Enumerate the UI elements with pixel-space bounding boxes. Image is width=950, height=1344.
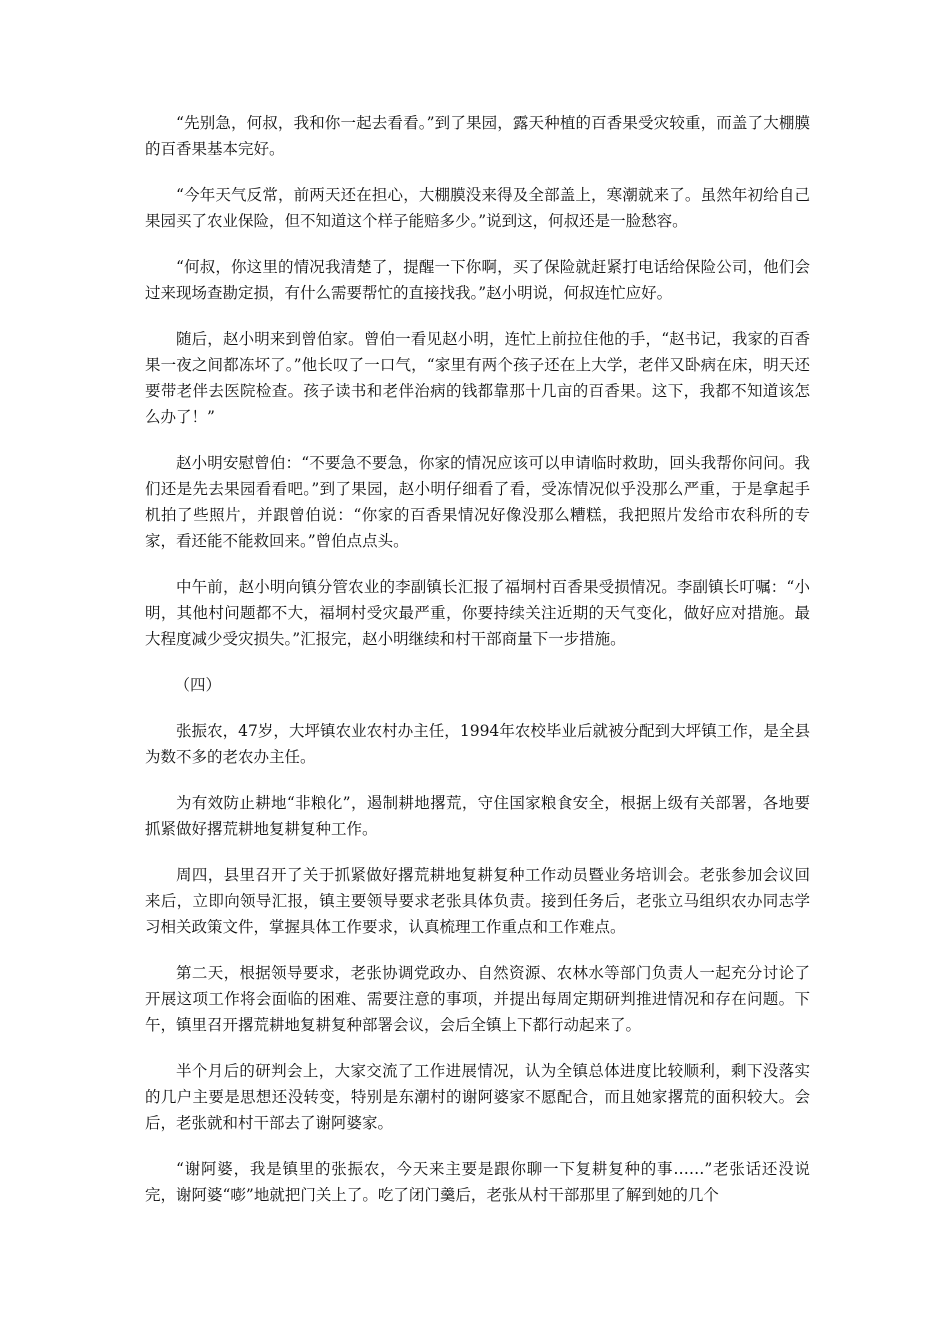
paragraph: 张振农，47岁，大坪镇农业农村办主任，1994年农校毕业后就被分配到大坪镇工作，是全县为数不多的老农办主任。 bbox=[145, 722, 810, 766]
paragraph: “先别急，何叔，我和你一起去看看。”到了果园，露天种植的百香果受灾较重，而盖了大棚膜的百香果基本完好。 bbox=[145, 114, 810, 158]
paragraph: 赵小明安慰曾伯：“不要急不要急，你家的情况应该可以申请临时救助，回头我帮你问问。我们还是先去果园看看吧。”到了果园，赵小明仔细看了看，受冻情况似乎没那么严重，于是拿起手机拍了些照片，并跟曾伯说：“你家的百香果情况好像没那么糟糕，我把照片发给市农科所的专家，看还能不能救回来。”曾伯点点头。 bbox=[145, 454, 810, 550]
paragraph: “谢阿婆，我是镇里的张振农，今天来主要是跟你聊一下复耕复种的事……”老张话还没说完，谢阿婆“嘭”地就把门关上了。吃了闭门羹后，老张从村干部那里了解到她的几个 bbox=[145, 1160, 810, 1204]
paragraph: 周四，县里召开了关于抓紧做好撂荒耕地复耕复种工作动员暨业务培训会。老张参加会议回来后，立即向领导汇报，镇主要领导要求老张具体负责。接到任务后，老张立马组织农办同志学习相关政策文件，掌握具体工作要求，认真梳理工作重点和工作难点。 bbox=[145, 866, 810, 936]
paragraph: 第二天，根据领导要求，老张协调党政办、自然资源、农林水等部门负责人一起充分讨论了开展这项工作将会面临的困难、需要注意的事项，并提出每周定期研判推进情况和存在问题。下午，镇里召开撂荒耕地复耕复种部署会议，会后全镇上下都行动起来了。 bbox=[145, 964, 810, 1034]
paragraph: 中午前，赵小明向镇分管农业的李副镇长汇报了福垌村百香果受损情况。李副镇长叮嘱：“小明，其他村问题都不大，福垌村受灾最严重，你要持续关注近期的天气变化，做好应对措施。最大程度减少受灾损失。”汇报完，赵小明继续和村干部商量下一步措施。 bbox=[145, 578, 810, 648]
section-heading: （四） bbox=[174, 676, 221, 694]
paragraph: “今年天气反常，前两天还在担心，大棚膜没来得及全部盖上，寒潮就来了。虽然年初给自己果园买了农业保险，但不知道这个样子能赔多少。”说到这，何叔还是一脸愁容。 bbox=[145, 186, 810, 230]
document-body bbox=[145, 110, 810, 1228]
paragraph: 随后，赵小明来到曾伯家。曾伯一看见赵小明，连忙上前拉住他的手，“赵书记，我家的百香果一夜之间都冻坏了。”他长叹了一口气，“家里有两个孩子还在上大学，老伴又卧病在床，明天还要带老伴去医院检查。孩子读书和老伴治病的钱都靠那十几亩的百香果。这下，我都不知道该怎么办了！” bbox=[145, 330, 810, 426]
paragraph: “何叔，你这里的情况我清楚了，提醒一下你啊，买了保险就赶紧打电话给保险公司，他们会过来现场查勘定损，有什么需要帮忙的直接找我。”赵小明说，何叔连忙应好。 bbox=[145, 258, 810, 302]
paragraph: 半个月后的研判会上，大家交流了工作进展情况，认为全镇总体进度比较顺利，剩下没落实的几户主要是思想还没转变，特别是东潮村的谢阿婆家不愿配合，而且她家撂荒的面积较大。会后，老张就和村干部去了谢阿婆家。 bbox=[145, 1062, 810, 1132]
paragraph: 为有效防止耕地“非粮化”，遏制耕地撂荒，守住国家粮食安全，根据上级有关部署，各地要抓紧做好撂荒耕地复耕复种工作。 bbox=[145, 794, 810, 838]
